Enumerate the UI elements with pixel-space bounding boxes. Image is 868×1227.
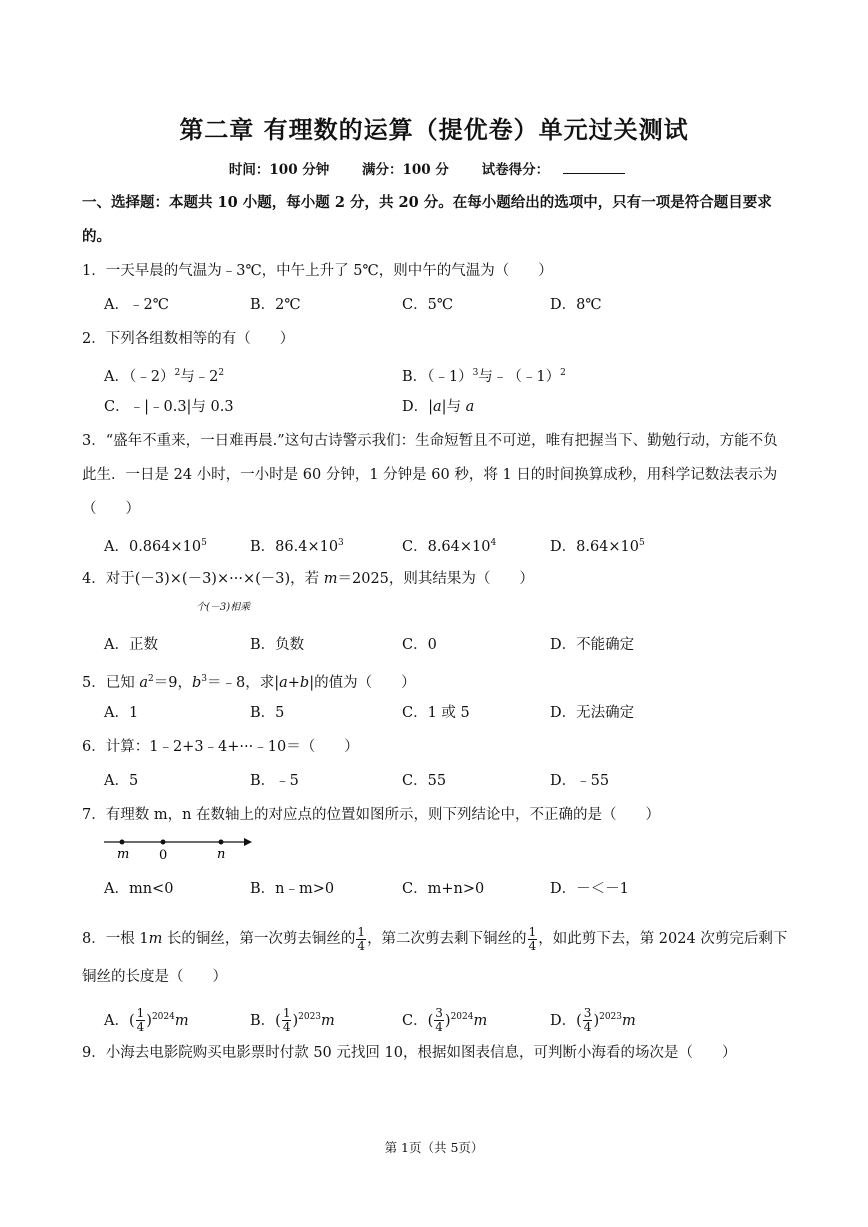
- option-b[interactable]: B．$86.4\times 10^3$: [250, 538, 344, 555]
- option-a[interactable]: A．mn<0: [104, 881, 174, 897]
- option-c[interactable]: C．1 或 5: [402, 705, 470, 721]
- option-a[interactable]: A．﹣2℃: [104, 297, 169, 313]
- option-c[interactable]: C．0: [402, 637, 437, 653]
- time-label: 时间：100 分钟: [228, 162, 330, 178]
- score-blank[interactable]: [563, 161, 625, 174]
- option-d[interactable]: D．－＜－1: [550, 881, 629, 897]
- option-b[interactable]: B．n﹣m>0: [250, 881, 335, 897]
- question-2-stem: 2．下列各组数相等的有（ ）: [82, 331, 295, 347]
- q4-expression: (－3)×(－3)×···×(－3): [134, 571, 291, 587]
- exam-meta: [0, 158, 868, 178]
- option-c[interactable]: C．55: [402, 773, 447, 789]
- question-6-stem: 6．计算：1﹣2+3﹣4+···﹣10＝（ ）: [82, 739, 359, 755]
- option-b[interactable]: B．负数: [250, 637, 305, 653]
- q4-underbrace-label: 个(－3)相乘: [196, 602, 251, 613]
- option-b[interactable]: B．（﹣1）$^3$与﹣（﹣1）$^2$: [402, 368, 566, 385]
- option-b[interactable]: B．5: [250, 705, 285, 721]
- option-c[interactable]: C．$8.64\times 10^4$: [402, 538, 497, 555]
- question-5-options: [104, 696, 794, 730]
- number-line: [104, 834, 254, 864]
- option-d[interactable]: D．﹣55: [550, 773, 610, 789]
- label-m: m: [117, 847, 130, 862]
- section-heading: 一、选择题：本题共 10 小题，每小题 2 分，共 20 分。在每小题给出的选项中，只有一项是符合题目要求的。: [82, 194, 772, 245]
- question-7-options: [104, 872, 794, 906]
- page-title: 第二章 有理数的运算（提优卷）单元过关测试: [179, 115, 689, 144]
- label-n: n: [217, 847, 226, 862]
- option-c[interactable]: C．m+n>0: [402, 881, 485, 897]
- question-3-options: [104, 526, 794, 560]
- page-footer: 第 1页（共 5页）: [384, 1140, 484, 1155]
- option-d[interactable]: D．( $\frac{3}{4}$ )$^{2023}$m: [550, 1006, 636, 1035]
- question-8-options: [104, 998, 794, 1036]
- option-b[interactable]: B．2℃: [250, 297, 301, 313]
- option-d[interactable]: D．无法确定: [550, 705, 635, 721]
- label-0: 0: [159, 848, 168, 863]
- question-4-stem: 4．对于(－3)×(－3)×···×(－3)，若 m＝2025，则其结果为（ ）: [82, 571, 534, 587]
- axis-arrow: [244, 838, 252, 846]
- option-a[interactable]: A．1: [104, 705, 139, 721]
- option-d[interactable]: D．不能确定: [550, 637, 635, 653]
- question-6-options: [104, 764, 794, 798]
- option-c[interactable]: C．( $\frac{3}{4}$ )$^{2024}$m: [402, 1006, 488, 1035]
- option-c[interactable]: C．5℃: [402, 297, 454, 313]
- score-label: 试卷得分：: [482, 162, 640, 178]
- question-4-options: [104, 628, 794, 662]
- question-9-stem: 9．小海去电影院购买电影票时付款 50 元找回 10，根据如图表信息，可判断小海看的场次是（ ）: [82, 1045, 737, 1061]
- point-n: [219, 840, 224, 845]
- point-m: [120, 840, 125, 845]
- option-a[interactable]: A．$0.864\times 10^5$: [104, 538, 207, 555]
- full-score-label: 满分：100 分: [362, 162, 449, 178]
- option-d[interactable]: D．$8.64\times 10^5$: [550, 538, 645, 555]
- question-1-options: [104, 288, 794, 322]
- question-1-stem: 1．一天早晨的气温为﹣3℃，中午上升了 5℃，则中午的气温为（ ）: [82, 263, 553, 279]
- fraction-1-4: $\frac{1}{4}$: [357, 924, 366, 953]
- option-c[interactable]: C．﹣|﹣0.3|与 0.3: [104, 399, 234, 415]
- point-0: [161, 840, 166, 845]
- option-d[interactable]: D．|a|与 a: [402, 399, 475, 415]
- option-a[interactable]: A．正数: [104, 637, 158, 653]
- question-5-stem: 5．已知 $a^2=9$，$b^3=﹣8$，求|a+b|的值为（ ）: [82, 674, 416, 691]
- question-3-stem: 3．“盛年不重来，一日难再晨.”这句古诗警示我们：生命短暂且不可逆，唯有把握当下、勤勉行动，方能不负此生．一日是 24 小时，一小时是 60 分钟，1 分钟是 60 秒，将 1 日的时间换算成秒，用科学记数法表示为（ ）: [82, 433, 778, 517]
- option-a[interactable]: A．（﹣2）$^2$与$﹣2^2$: [104, 368, 225, 385]
- fraction-1-4: $\frac{1}{4}$: [528, 924, 537, 953]
- question-8-stem: 8．一根 1m 长的铜丝，第一次剪去铜丝的 $\frac{1}{4}$ ，第二次剪去剩下铜丝的 $\frac{1}{4}$ ，如此剪下去，第 2024 次剪完后剩下铜丝的长度是（ ）: [82, 924, 788, 985]
- question-2-options-row1: [104, 356, 794, 390]
- question-7-stem: 7．有理数 m，n 在数轴上的对应点的位置如图所示，则下列结论中，不正确的是（ ）: [82, 807, 661, 823]
- option-d[interactable]: D．8℃: [550, 297, 602, 313]
- option-a[interactable]: A．( $\frac{1}{4}$ )$^{2024}$m: [104, 1006, 189, 1035]
- option-a[interactable]: A．5: [104, 773, 139, 789]
- question-2-options-row2: [104, 390, 794, 424]
- option-b[interactable]: B．( $\frac{1}{4}$ )$^{2023}$m: [250, 1006, 335, 1035]
- option-b[interactable]: B．﹣5: [250, 773, 299, 789]
